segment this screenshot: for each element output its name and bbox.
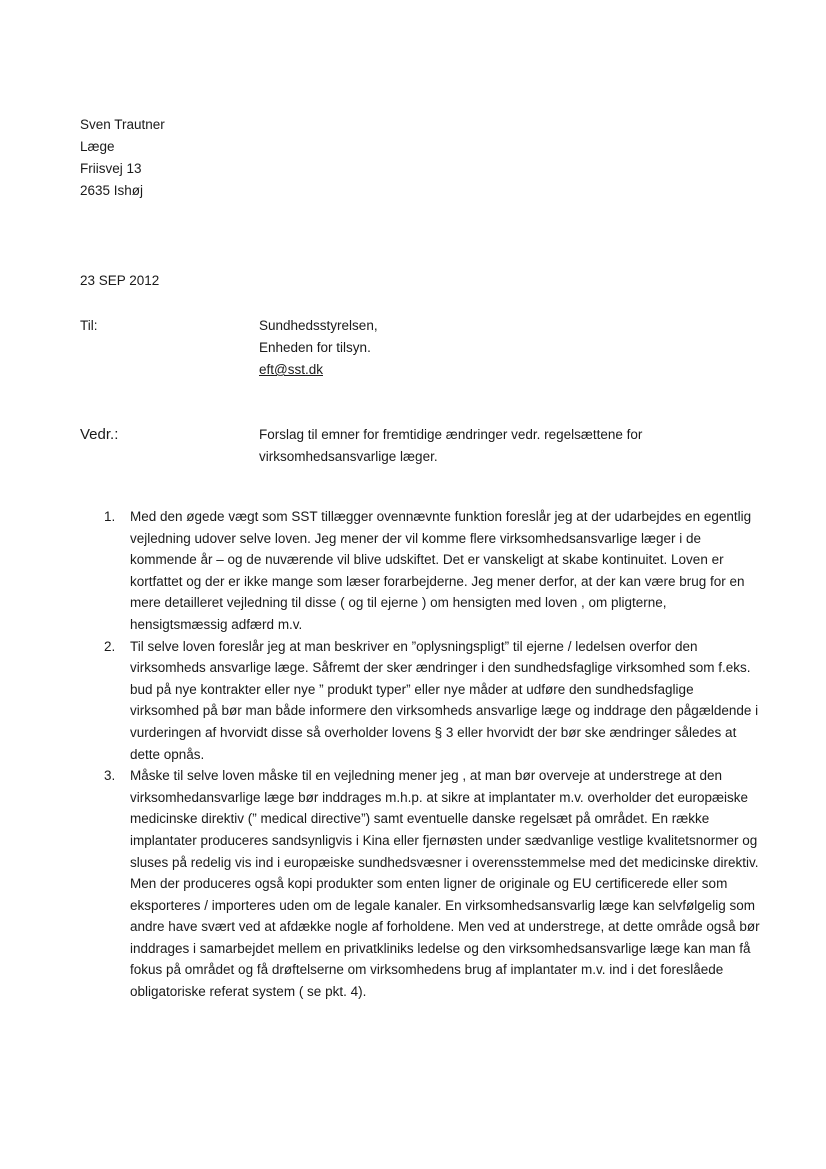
item-text: Måske til selve loven måske til en vejledning mener jeg , at man bør overveje at understrege at den virksomhedansvarlige læge bør inddrages m.h.p. at sikre at implantater m.v. overholder det europæiske medicinske direktiv (” medical directive”) samt eventuelle danske regelsæt på området. En række implantater produceres sandsynligvis i Kina eller fjernøsten under sædvanlige vestlige kvalitetsnormer og sluses på redelig vis ind i europæiske sundhedsvæsner i overensstemmelse med det medicinske direktiv. Men der produceres også kopi produkter som enten ligner de originale og EU certificerede eller som eksporteres / importeres uden om de legale kanaler. En virksomhedsansvarlig læge kan selvfølgelig som andre have svært ved at afdække nogle af forholdene. Men ved at understrege, at dette område også bør inddrages i samarbejdet mellem en privatkliniks ledelse og den virksomhedsansvarlige læge kan man få fokus på området og få drøftelserne om virksomhedens brug af implantater m.v. ind i det foreslåede obligatoriske referat system ( se pkt. 4). xyxy=(130,768,760,1000)
item-number: 2. xyxy=(104,638,116,654)
item-number: 3. xyxy=(104,768,116,784)
item-text: Til selve loven foreslår jeg at man beskriver en ”oplysningspligt” til ejerne / ledelsen overfor den virksomheds ansvarlige læge. Såfremt der sker ændringer i den sundhedsfaglige virksomhed som f.eks. bud på nye kontrakter eller nye ” produkt typer” eller nye måder at udføre den sundhedsfaglige virksomhed på bør man både informere den virksomheds ansvarlige læge og inddrage den pågældende i vurderingen af hvorvidt disse så overholder lovens § 3 eller hvorvidt der bør ske ændringer således at dette opnås. xyxy=(130,638,759,762)
subject-label: Vedr.: xyxy=(80,426,119,443)
recipient-email-link[interactable]: eft@sst.dk xyxy=(259,362,323,377)
list-item xyxy=(80,765,760,1003)
recipient-line2: Enheden for tilsyn. xyxy=(259,340,371,355)
proposal-list xyxy=(80,506,760,1003)
recipient-line1: Sundhedsstyrelsen, xyxy=(259,318,378,333)
sender-city: 2635 Ishøj xyxy=(80,183,144,198)
sender-block xyxy=(80,114,165,202)
sender-street: Friisvej 13 xyxy=(80,161,142,176)
list-item xyxy=(80,636,760,766)
subject-text: Forslag til emner for fremtidige ændringer vedr. regelsættene for virksomhedsansvarlige læger. xyxy=(259,427,643,464)
item-text: Med den øgede vægt som SST tillægger ovennævnte funktion foreslår jeg at der udarbejdes en egentlig vejledning udover selve loven. Jeg mener der vil komme flere virksomhedsansvarlige læger i de kommende år – og de nuværende vil blive udskiftet. Det er vanskeligt at skabe kontinuitet. Loven er kortfattet og der er ikke mange som læser forarbejderne. Jeg mener derfor, at der kan være brug for en mere detailleret vejledning til disse ( og til ejerne ) om hensigten med loven , om pligterne, hensigtsmæssig adfærd m.v. xyxy=(130,509,752,632)
list-item xyxy=(80,506,760,636)
letter-date: 23 SEP 2012 xyxy=(80,273,160,288)
sender-name: Sven Trautner xyxy=(80,117,165,132)
recipient-label: Til: xyxy=(80,318,98,333)
recipient-block xyxy=(259,315,378,381)
item-number: 1. xyxy=(104,509,116,524)
sender-title: Læge xyxy=(80,139,115,154)
